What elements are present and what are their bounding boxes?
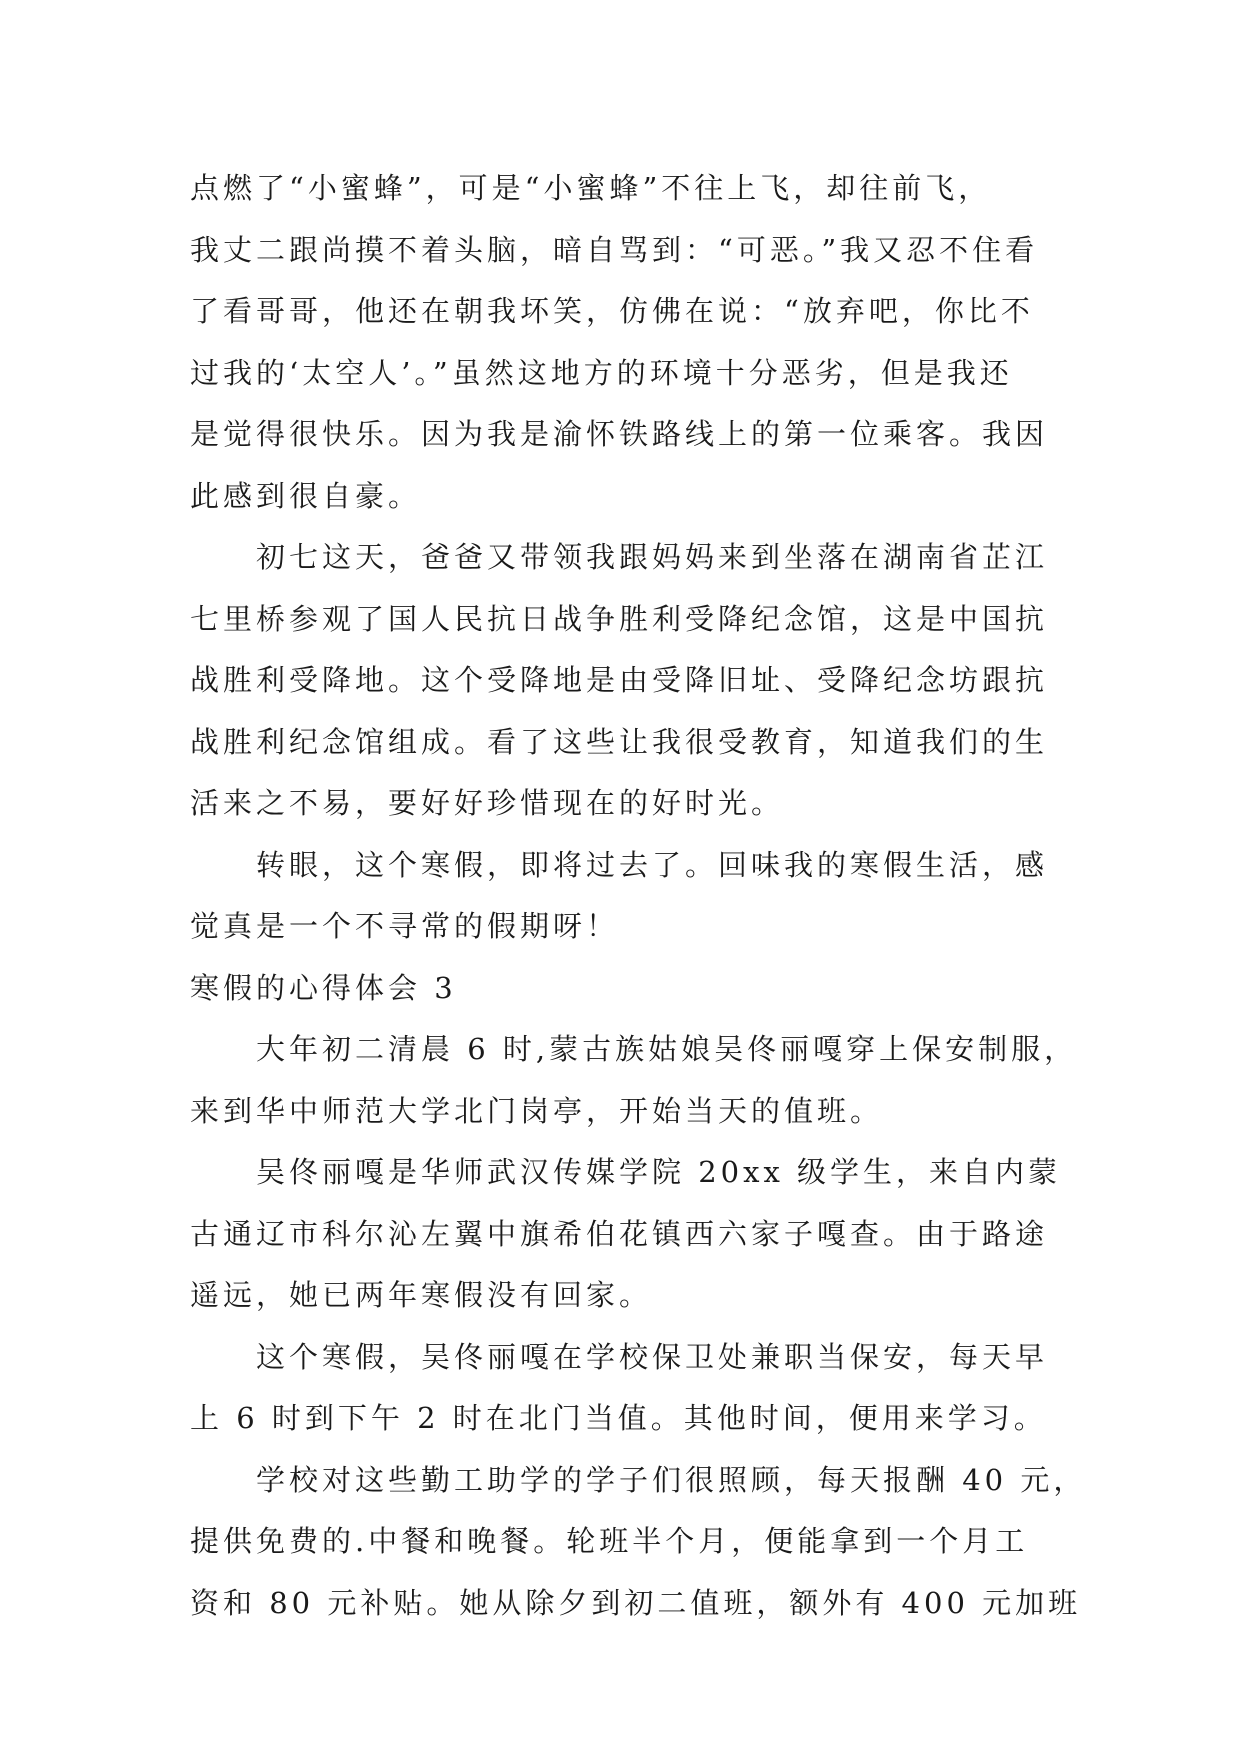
text-line: 觉真是一个不寻常的假期呀！ (190, 909, 620, 943)
text-line: 遥远，她已两年寒假没有回家。 (190, 1278, 653, 1312)
text-line: 上 6 时到下午 2 时在北门当值。其他时间，便用来学习。 (190, 1401, 1047, 1435)
text-line: 此感到很自豪。 (190, 478, 422, 513)
text-line: 寒假的心得体会 3 (190, 970, 457, 1005)
text-line: 初七这天，爸爸又带领我跟妈妈来到坐落在湖南省芷江 (256, 540, 1049, 574)
text-line: 战胜利受降地。这个受降地是由受降旧址、受降纪念坊跟抗 (190, 663, 1049, 697)
text-line: 了看哥哥，他还在朝我坏笑，仿佛在说：“放弃吧，你比不 (190, 294, 1034, 328)
text-line: 这个寒假，吴佟丽嘎在学校保卫处兼职当保安，每天早 (256, 1339, 1049, 1374)
text-line: 七里桥参观了国人民抗日战争胜利受降纪念馆，这是中国抗 (190, 601, 1049, 636)
text-line: 学校对这些勤工助学的学子们很照顾，每天报酬 40 元， (256, 1462, 1087, 1497)
text-line: 转眼，这个寒假，即将过去了。回味我的寒假生活，感 (256, 847, 1049, 882)
text-line: 古通辽市科尔沁左翼中旗希伯花镇西六家子嘎查。由于路途 (190, 1216, 1049, 1251)
text-line: 活来之不易，要好好珍惜现在的好时光。 (190, 786, 785, 820)
text-line: 来到华中师范大学北门岗亭，开始当天的值班。 (190, 1093, 884, 1128)
text-line: 是觉得很快乐。因为我是渝怀铁路线上的第一位乘客。我因 (190, 417, 1049, 451)
text-line: 大年初二清晨 6 时,蒙古族姑娘吴佟丽嘎穿上保安制服， (256, 1032, 1078, 1066)
text-line: 吴佟丽嘎是华师武汉传媒学院 20xx 级学生，来自内蒙 (256, 1155, 1062, 1189)
text-line: 提供免费的.中餐和晚餐。轮班半个月，便能拿到一个月工 (190, 1524, 1029, 1558)
document-body (190, 158, 1087, 1634)
text-line: 点燃了“小蜜蜂”，可是“小蜜蜂”不往上飞，却往前飞， (190, 171, 992, 205)
text-line: 我丈二跟尚摸不着头脑，暗自骂到：“可恶。”我又忍不住看 (190, 232, 1039, 267)
text-line: 战胜利纪念馆组成。看了这些让我很受教育，知道我们的生 (190, 724, 1049, 759)
text-line: 资和 80 元补贴。她从除夕到初二值班，额外有 400 元加班 (190, 1585, 1082, 1620)
text-line: 过我的‘太空人’。”虽然这地方的环境十分恶劣，但是我还 (190, 355, 1013, 390)
